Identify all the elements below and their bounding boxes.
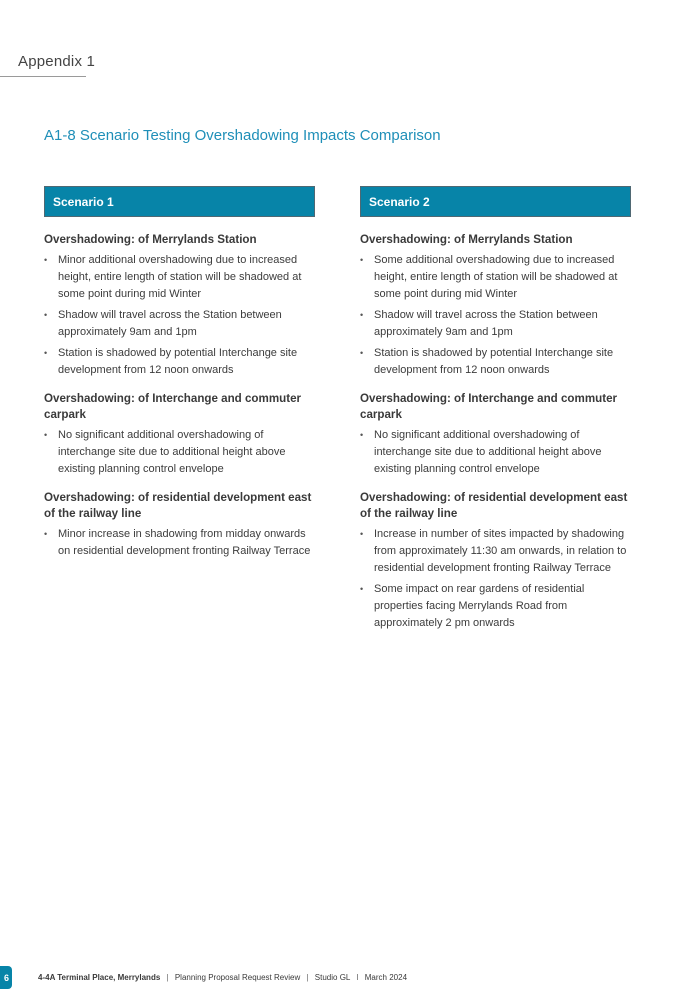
footer-place: 4-4A Terminal Place, Merrylands [38,973,161,982]
scenario-1-list-residential [44,526,315,560]
appendix-label: Appendix 1 [18,53,96,70]
list-item: • Minor increase in shadowing from midday onwards on residential development fronting Railway Terrace [44,528,311,557]
list-item: • Shadow will travel across the Station between approximately 9am and 1pm [44,309,282,338]
page-number-tab: 6 [0,966,12,989]
bullet-icon: • [360,430,364,440]
bullet-icon: • [44,529,48,539]
scenario-2-heading-residential: Overshadowing: of residential development east of the railway line [360,491,628,520]
bullet-icon: • [44,310,48,320]
list-item: • No significant additional overshadowing of interchange site due to additional height above existing planning control envelope [44,429,286,475]
list-item: • Some impact on rear gardens of residential properties facing Merrylands Road from approximately 2 pm onwards [360,583,585,629]
list-item: • Some additional overshadowing due to increased height, entire length of station will be shadowed at some point during mid Winter [360,254,618,300]
list-item: • Increase in number of sites impacted by shadowing from approximately 11:30 am onwards, in relation to residential development fronting Railway Terrace [360,528,627,574]
footer-separator: I [356,973,359,982]
scenario-1-list-interchange [44,427,315,478]
scenario-1-heading-station: Overshadowing: of Merrylands Station [44,233,257,246]
footer-separator: | [166,973,169,982]
scenario-1-header: Scenario 1 [44,186,315,217]
footer-separator: | [306,973,309,982]
bullet-icon: • [44,255,48,265]
scenario-2-heading-interchange: Overshadowing: of Interchange and commuter carpark [360,392,618,421]
list-item: • Station is shadowed by potential Interchange site development from 12 noon onwards [360,347,614,376]
bullet-icon: • [44,348,48,358]
scenario-2-list-residential [360,526,631,632]
bullet-icon: • [360,348,364,358]
scenario-1-heading-interchange: Overshadowing: of Interchange and commuter carpark [44,392,302,421]
bullet-icon: • [360,310,364,320]
scenario-1-list-station [44,252,315,379]
bullet-icon: • [360,529,364,539]
footer-author: Studio GL [314,973,351,982]
list-item: • No significant additional overshadowing of interchange site due to additional height above existing planning control envelope [360,429,602,475]
list-item: • Station is shadowed by potential Interchange site development from 12 noon onwards [44,347,298,376]
footer-document: Planning Proposal Request Review [174,973,301,982]
scenario-1-heading-residential: Overshadowing: of residential development east of the railway line [44,491,312,520]
list-item: • Minor additional overshadowing due to increased height, entire length of station will be shadowed at some point during mid Winter [44,254,302,300]
bullet-icon: • [360,584,364,594]
appendix-underline [0,76,86,77]
scenario-2-column [360,186,631,636]
bullet-icon: • [44,430,48,440]
scenario-2-list-station [360,252,631,379]
footer-date: March 2024 [364,973,408,982]
bullet-icon: • [360,255,364,265]
section-title: A1-8 Scenario Testing Overshadowing Impacts Comparison [44,127,441,144]
scenario-2-heading-station: Overshadowing: of Merrylands Station [360,233,573,246]
footer [38,973,407,982]
list-item: • Shadow will travel across the Station between approximately 9am and 1pm [360,309,598,338]
scenario-2-header: Scenario 2 [360,186,631,217]
scenario-2-list-interchange [360,427,631,478]
scenario-1-column [44,186,315,564]
